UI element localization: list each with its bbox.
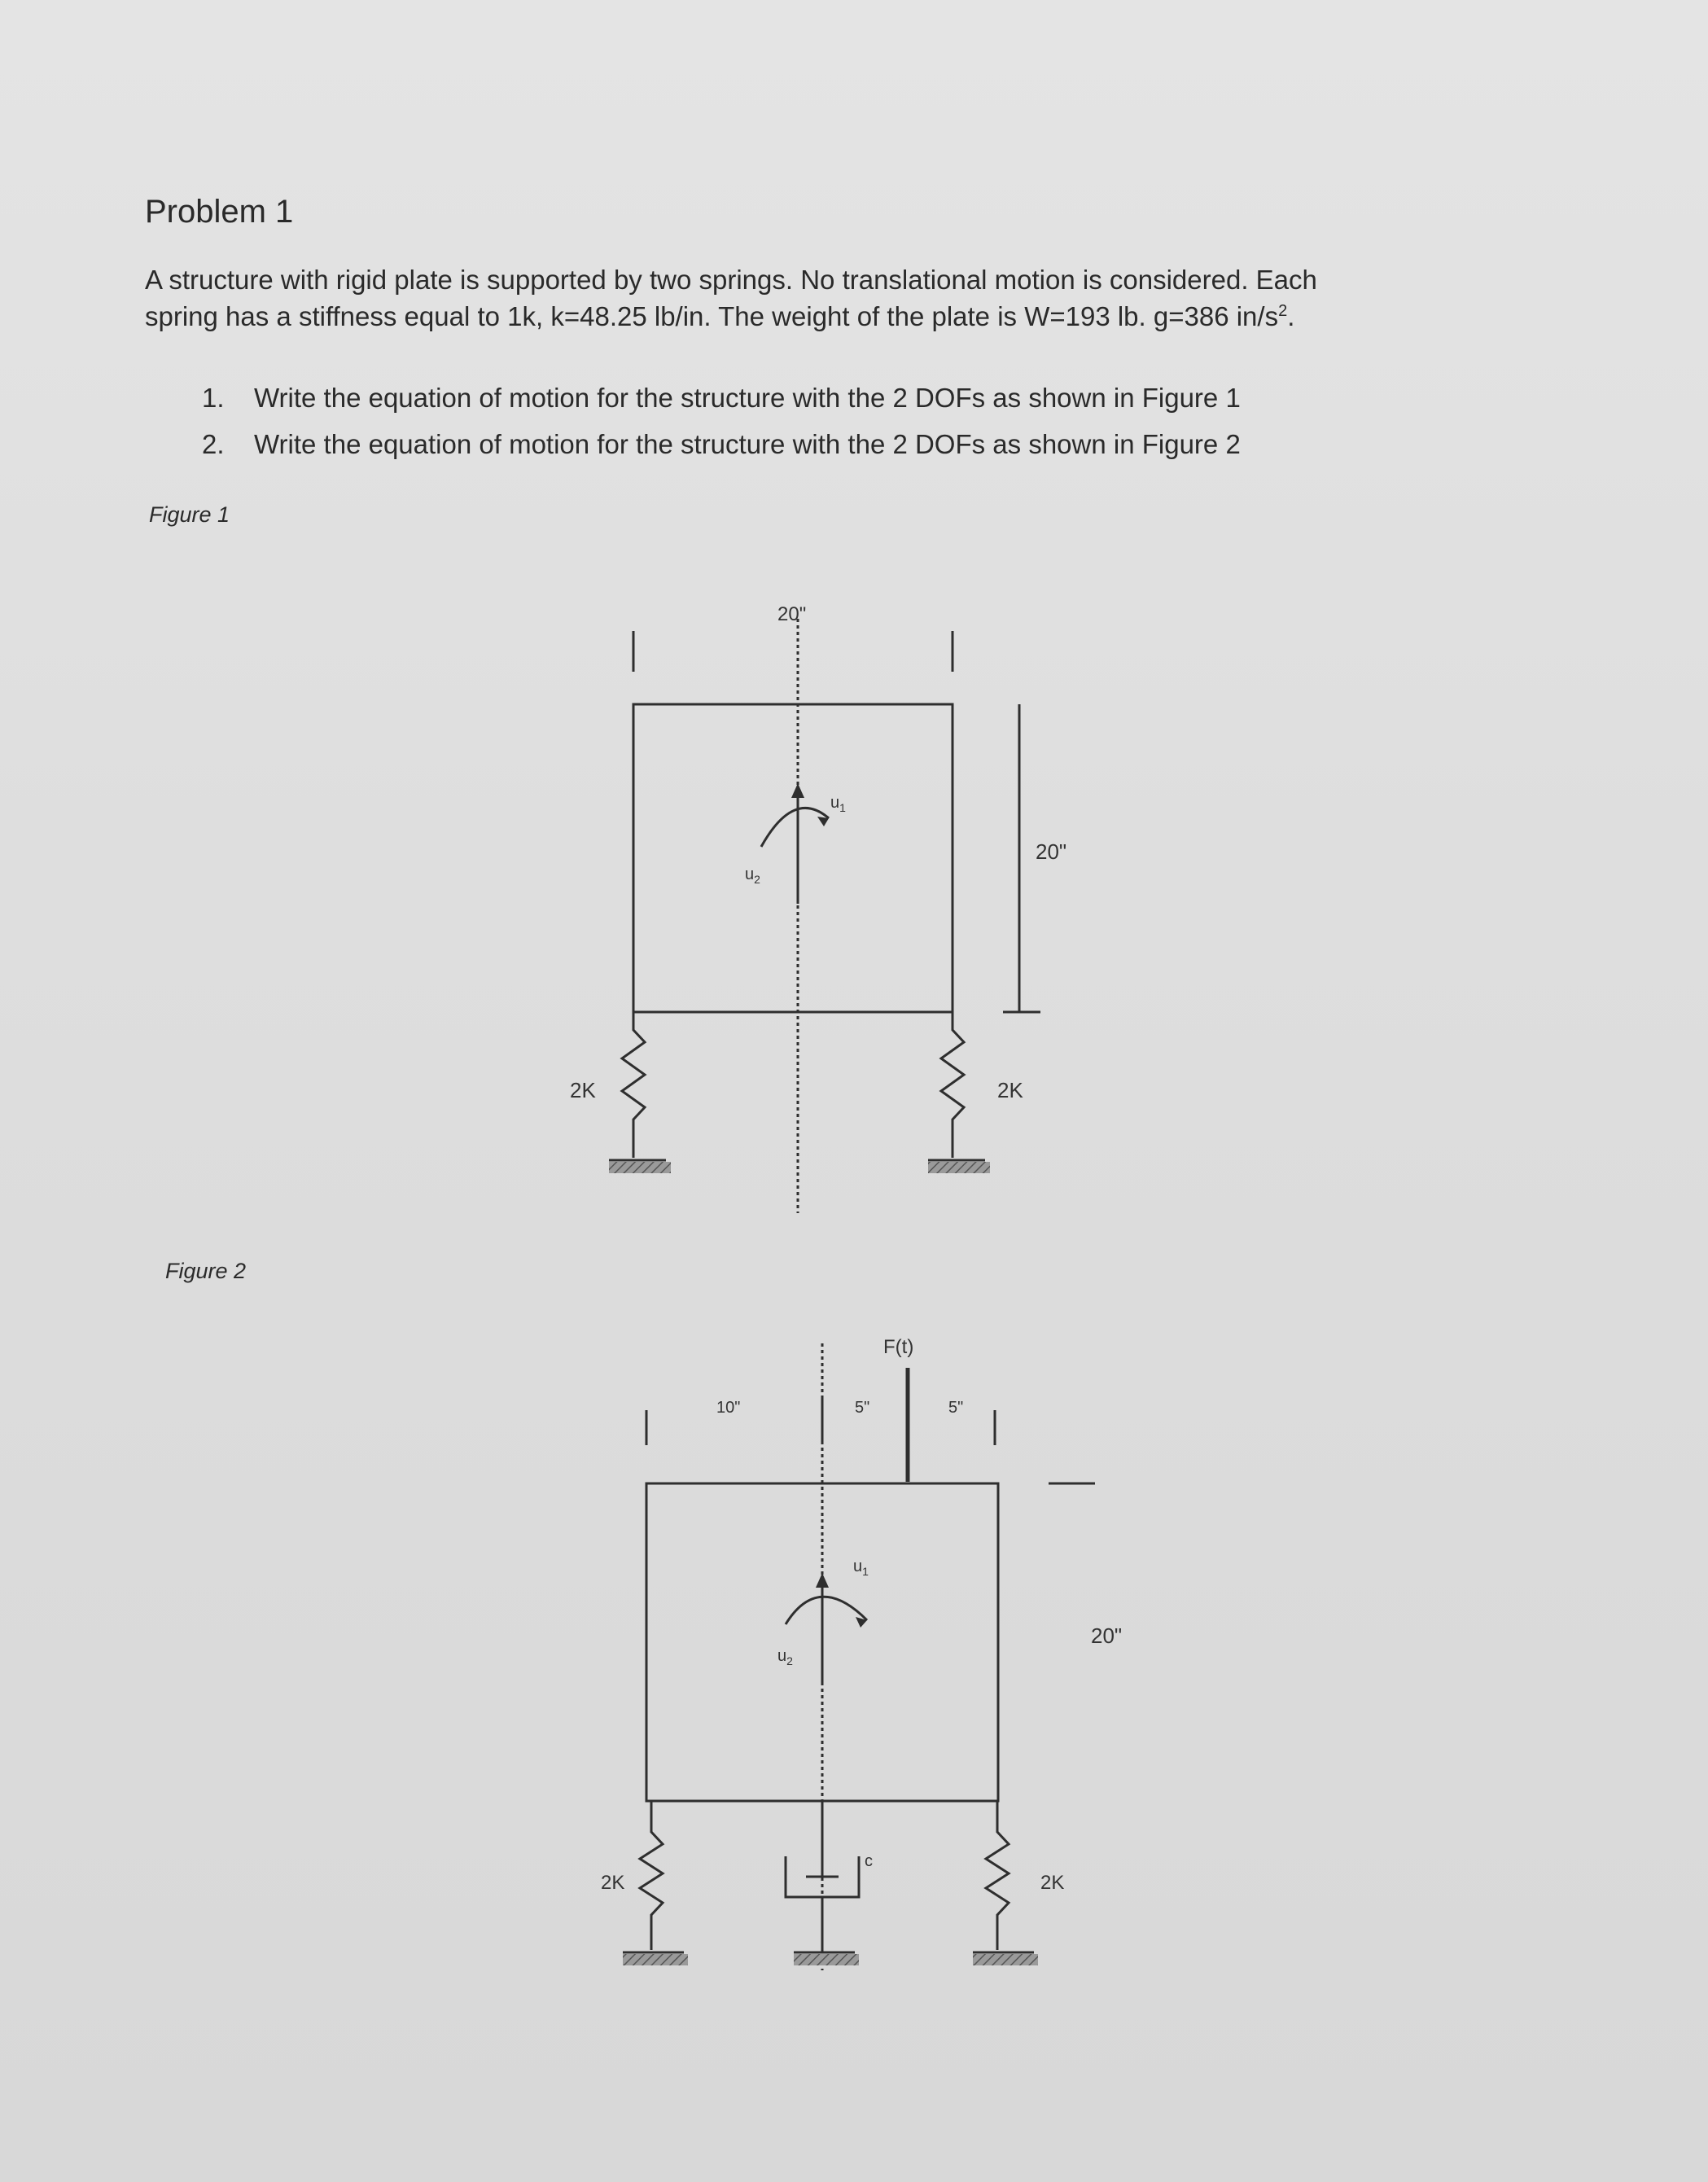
figure-2 [623,1343,1095,1970]
fig1-right-ground [928,1162,990,1173]
fig1-height-dim-label: 20" [1036,839,1067,864]
fig2-dim-mid-label: 5" [855,1399,870,1417]
fig2-force-label: F(t) [883,1336,914,1358]
fig2-right-spring-label: 2K [1040,1872,1065,1894]
fig1-width-dim-label: 20" [777,603,807,625]
fig1-u2-label: $u_2$ [745,865,760,886]
figure-1 [609,619,1040,1213]
fig1-rotation-arrow [761,808,829,847]
fig2-right-ground [973,1954,1038,1965]
fig2-dim-left-label: 10" [716,1399,741,1417]
fig2-height-dim-label: 20" [1091,1623,1123,1648]
fig1-left-ground [609,1162,671,1173]
task-text: Write the equation of motion for the structure with the 2 DOFs as shown in Figure 2 [254,429,1241,459]
fig2-damper [786,1801,859,1950]
intro-line-2-text: spring has a stiffness equal to 1k, k=48.25 lb/in. The weight of the plate is W=193 lb. g=386 in/s [145,301,1279,331]
task-number: 1. [202,383,225,413]
fig1-right-spring [941,1012,964,1158]
fig1-right-spring-label: 2K [997,1078,1023,1102]
figure-1-label: Figure 1 [149,502,230,527]
fig2-center-ground [794,1954,859,1965]
fig1-left-spring [622,1012,645,1158]
fig2-u2-label: $u_2$ [777,1647,793,1667]
fig2-right-spring [986,1801,1009,1950]
fig2-rotation-arrow [786,1597,867,1624]
intro-line-1: A structure with rigid plate is supported by two springs. No translational motion is considered. Each [145,265,1317,295]
task-text: Write the equation of motion for the structure with the 2 DOFs as shown in Figure 1 [254,383,1241,413]
fig2-left-spring [640,1801,663,1950]
fig2-u1-label: $u_1$ [853,1558,869,1578]
fig1-rigid-plate [633,704,953,1012]
fig2-left-spring-label: 2K [601,1872,625,1894]
figure-2-label: Figure 2 [165,1259,247,1283]
intro-superscript: 2 [1278,302,1288,320]
fig2-dim-right-label: 5" [948,1399,964,1417]
fig2-damper-label: c [865,1852,873,1870]
fig2-left-ground [623,1954,688,1965]
fig1-u1-label: $u_1$ [830,794,846,814]
problem-title: Problem 1 [145,194,294,230]
task-number: 2. [202,429,225,459]
intro-line-2-end: . [1287,301,1295,331]
fig1-left-spring-label: 2K [570,1078,596,1102]
